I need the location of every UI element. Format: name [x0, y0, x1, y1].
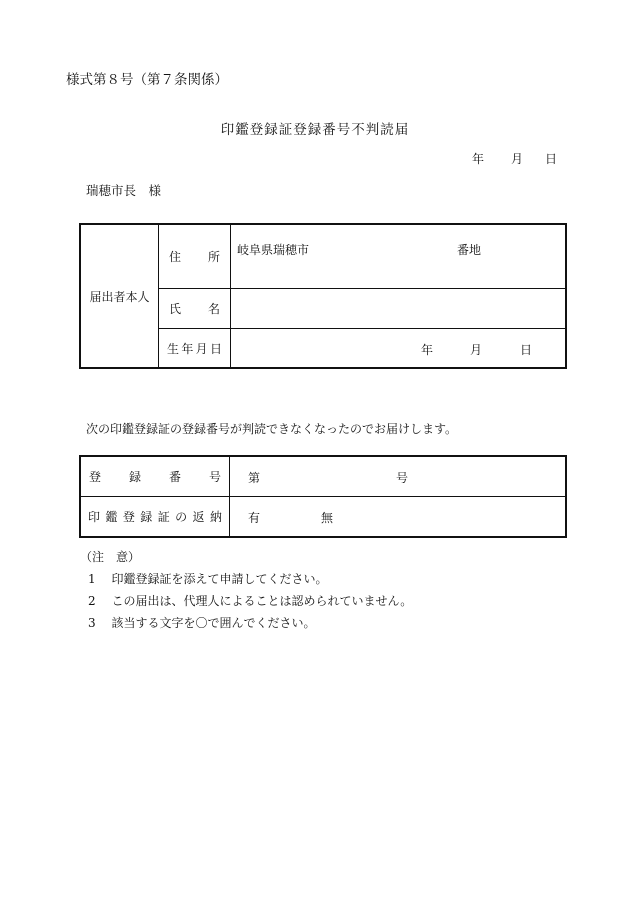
applicant-group-label: 届出者本人 — [80, 224, 159, 368]
document-title: 印鑑登録証登録番号不判読届 — [220, 122, 410, 138]
registration-number-label: 登 録 番 号 — [80, 456, 230, 497]
birth-month: 月 — [470, 343, 483, 357]
address-label: 住 所 — [159, 224, 231, 289]
date-day: 日 — [545, 152, 558, 166]
registration-number-field[interactable] — [230, 456, 567, 497]
note-text: 該当する文字を〇で囲んでください。 — [111, 616, 316, 630]
notes-heading: （注 意） — [80, 550, 141, 564]
birth-year: 年 — [421, 343, 434, 357]
card-return-label: 印 鑑 登 録 証 の 返 納 — [80, 497, 230, 538]
statement: 次の印鑑登録証の登録番号が判読できなくなったのでお届けします。 — [86, 422, 458, 436]
number-suffix: 号 — [396, 471, 409, 485]
address-prefix: 岐阜県瑞穂市 — [237, 243, 310, 257]
note-number: 2 — [88, 594, 96, 608]
option-no[interactable]: 無 — [321, 511, 334, 525]
date-month: 月 — [511, 152, 524, 166]
birth-day: 日 — [520, 343, 533, 357]
name-field[interactable] — [231, 289, 567, 329]
registration-table — [79, 455, 567, 538]
note-item — [88, 592, 412, 609]
note-text: この届出は、代理人によることは認められていません。 — [111, 594, 413, 608]
addressee: 瑞穂市長 様 — [86, 183, 162, 198]
note-number: 3 — [88, 616, 96, 630]
applicant-table — [79, 223, 567, 369]
birthdate-label: 生 年 月 日 — [159, 329, 231, 369]
date-year: 年 — [472, 152, 485, 166]
note-item — [88, 614, 315, 631]
note-text: 印鑑登録証を添えて申請してください。 — [111, 572, 328, 586]
number-prefix: 第 — [248, 471, 261, 485]
form-number: 様式第８号（第７条関係） — [66, 72, 228, 88]
name-label: 氏 名 — [159, 289, 231, 329]
address-field[interactable] — [231, 224, 567, 289]
note-number: 1 — [88, 572, 96, 586]
option-yes[interactable]: 有 — [248, 511, 261, 525]
birthdate-field[interactable] — [231, 329, 567, 369]
card-return-field — [230, 497, 567, 538]
note-item — [88, 570, 327, 587]
address-suffix: 番地 — [457, 243, 482, 257]
